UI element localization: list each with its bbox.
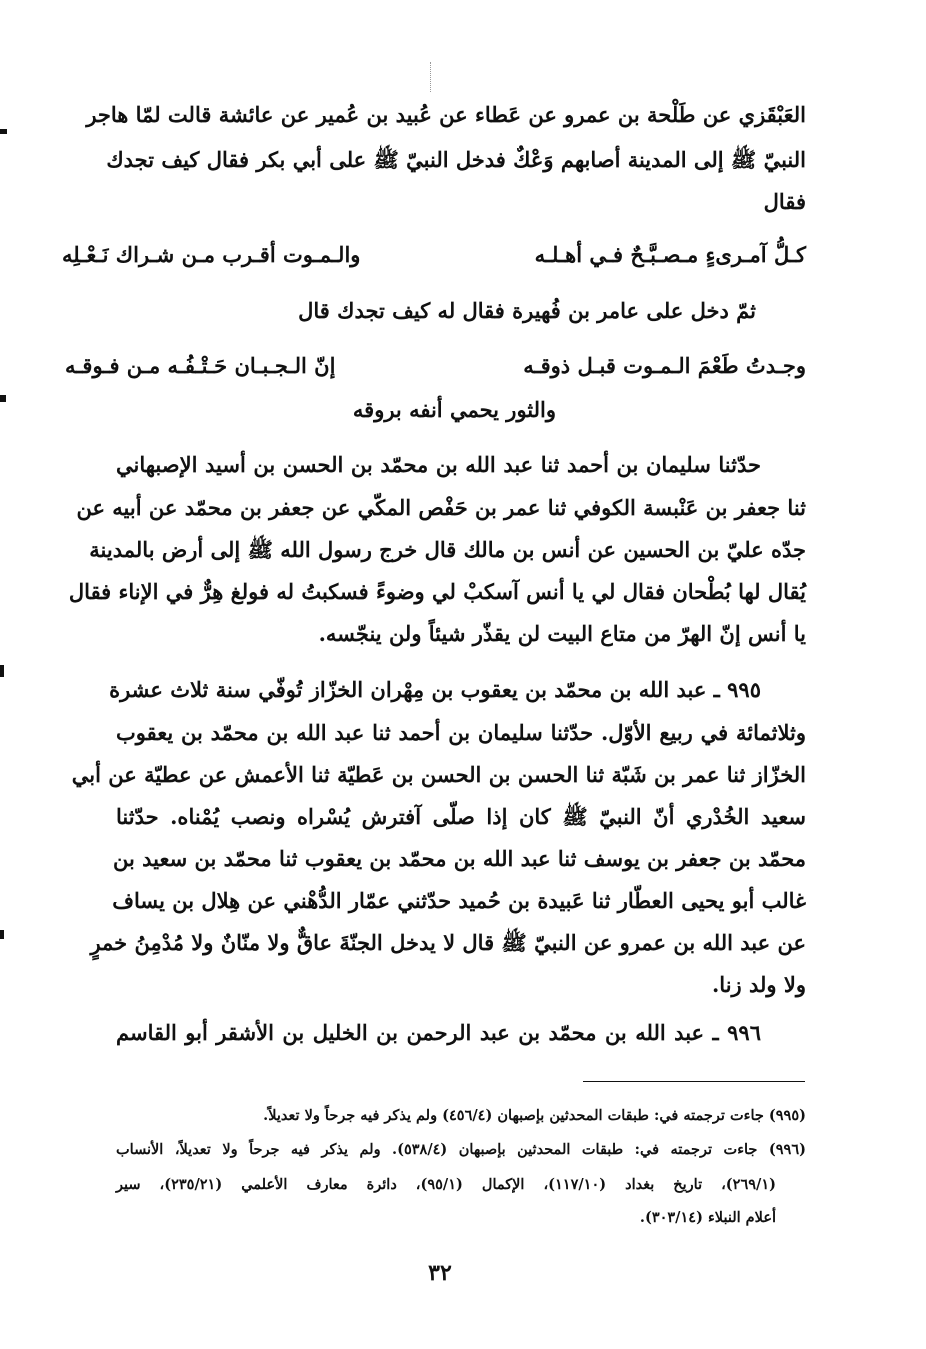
hadith-line-1: حدّثنا سليمان بن أحمد ثنا عبد الله بن محمّد بن الحسن بن أسيد الإصبهاني: [116, 452, 761, 477]
footnote-996-line-1: (٩٩٦) جاءت ترجمته في: طبقات المحدثين بإصبهان (٥٣٨/٤). ولم يذكر فيه جرحاً ولا تعديلاً، الأنساب: [116, 1141, 806, 1158]
entry-995-line-5: محمّد بن جعفر بن يوسف ثنا عبد الله بن محمّد بن يعقوب ثنا محمّد بن سعيد بن: [112, 846, 806, 871]
entry-995-line-4: سعيد الخُدْري أنّ النبيّ ﷺ كان إذا صلّى آفترش يُسْراه ونصب يُمْناه. حدّثنا: [116, 804, 806, 829]
hadith-line-4: يُقال لها بُطْحان فقال لي يا أنس آسكبْ لي وضوءً فسكبتُ له فولغ هِرٌّ في الإناء فقال: [68, 579, 806, 604]
entry-995-line-6: غالب أبو يحيى العطّار ثنا عَبيدة بن حُميد حدّثني عمّار الدُّهْني عن هِلال بن يساف: [112, 888, 806, 913]
entry-995-line-8: ولا ولد زنا.: [712, 972, 806, 997]
footnote-995: (٩٩٥) جاءت ترجمته في: طبقات المحدثين بإصبهان (٤٥٦/٤) ولم يذكر فيه جرحاً ولا تعديلاً.: [263, 1107, 806, 1124]
passage-line-2: النبيّ ﷺ إلى المدينة أصابهم وَعْكٌ فدخل النبيّ ﷺ على أبي بكر فقال كيف تجدك: [106, 147, 806, 172]
margin-mark-2: [0, 395, 6, 402]
margin-mark-1: [0, 129, 7, 134]
fold-mark: [430, 62, 432, 92]
entry-996-line-1: ٩٩٦ ـ عبد الله بن محمّد بن عبد الرحمن بن الخليل بن الأشقر أبو القاسم: [116, 1020, 761, 1045]
entry-995-line-2: وثلاثمائة في ربيع الأوّل. حدّثنا سليمان بن أحمد ثنا عبد الله بن محمّد بن يعقوب: [116, 720, 806, 745]
entry-995-line-7: عن عبد الله بن عمرو عن النبيّ ﷺ قال لا يدخل الجنّةَ عاقٌّ ولا منّانٌ ولا مُدْمِنُ خمرٍ: [90, 930, 806, 955]
verse2-second-hemistich: إنّ الـجـبـان حَـتْـفُـه مـن فـوقـه: [65, 353, 336, 378]
verse1-second-hemistich: والـمـوت أقـرب مـن شـراك نَـعْـلِه: [62, 242, 361, 267]
hadith-line-5: يا أنس إنّ الهرّ من متاع البيت لن يقذّر شيئاً ولن ينجّسه.: [318, 621, 806, 646]
footnote-separator: [583, 1081, 805, 1082]
verse1-first-hemistich: كـلُّ آمـرىءٍ مـصـبَّـحٌ فـي أهـلـه: [534, 242, 806, 267]
passage-line-1: العَبْقَزي عن طَلْحة بن عمرو عن عَطاء عن عُبيد بن عُمير عن عائشة قالت لمّا هاجر: [86, 102, 806, 127]
footnote-996-line-3: أعلام النبلاء (٣٠٣/١٤).: [639, 1209, 776, 1226]
margin-mark-3: [0, 665, 4, 677]
footnote-996-line-2: (٢٦٩/١)، تاريخ بغداد (١١٧/١٠)، الإكمال (٩٥/١)، دائرة معارف الأعلمي (٢٣٥/٢١)، سير: [116, 1176, 776, 1193]
entry-995-line-1: ٩٩٥ ـ عبد الله بن محمّد بن يعقوب بن مِهْران الخزّاز تُوفّي سنة ثلاث عشرة: [109, 677, 761, 702]
page-number: ٣٢: [428, 1260, 452, 1286]
margin-mark-4: [0, 930, 4, 939]
verse-intro-line: ثمّ دخل على عامر بن فُهيرة فقال له كيف تجدك قال: [298, 298, 756, 323]
entry-995-line-3: الخزّاز ثنا عمر بن شَبّة ثنا الحسن بن الحسن بن عَطيّة ثنا الأعمش عن عطيّة عن أبي: [71, 762, 806, 787]
verse2-first-hemistich: وجـدتُ طَعْمَ الـمـوت قبـل ذوقـه: [523, 353, 806, 378]
passage-line-3: فقال: [763, 189, 806, 214]
verse2-third-hemistich: والثور يحمي أنفه بروقه: [352, 397, 556, 422]
hadith-line-2: ثنا جعفر بن عَنْبسة الكوفي ثنا عمر بن حَفْص المكّي عن جعفر بن محمّد عن أبيه عن: [76, 495, 806, 520]
hadith-line-3: جدّه عليّ بن الحسين عن أنس بن مالك قال خرج رسول الله ﷺ إلى أرض بالمدينة: [89, 537, 806, 562]
